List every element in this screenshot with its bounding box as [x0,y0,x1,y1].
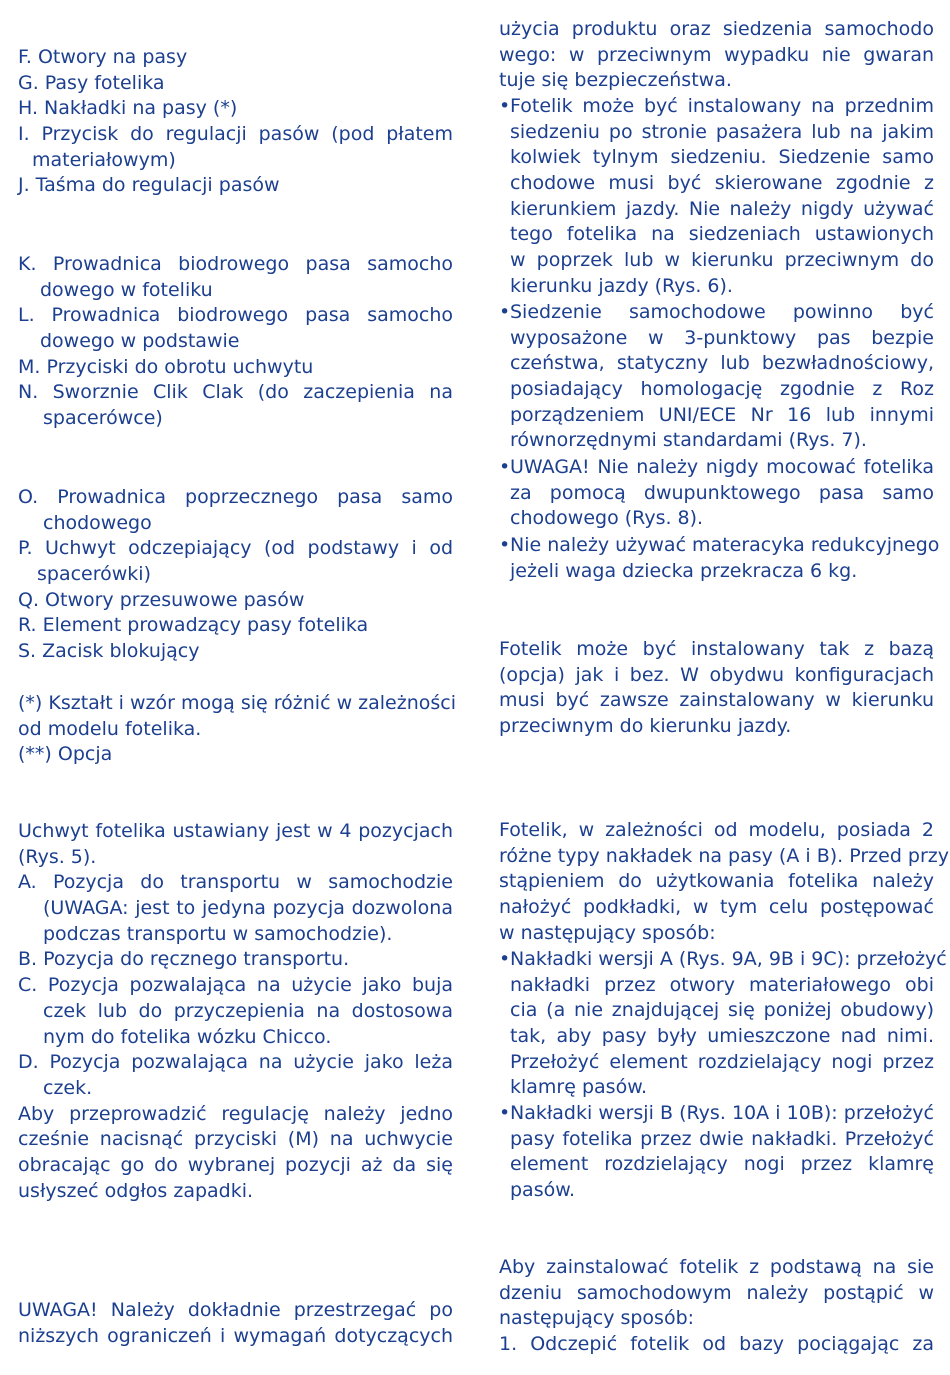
paragraph-line: w następujący sposób: [499,921,716,944]
bullet-line: pasów. [510,1179,576,1202]
bullet-line: element rozdzielający nogi przez klamrę [510,1153,934,1176]
bullet-line: jeżeli waga dziecka przekracza 6 kg. [510,559,858,582]
pads-intro-paragraph [499,818,950,946]
bullet-line: za pomocą dwupunktowego pasa samo [510,481,934,504]
bullet-line: posiadający homologację zgodnie z Roz [510,378,934,401]
warning-section [18,1298,453,1349]
paragraph-line: stąpieniem do użytkowania fotelika należy [499,870,934,893]
paragraph-line: przeciwnym do kierunku jazdy. [499,715,792,738]
list-item: D. Pozycja pozwalająca na użycie jako leża [18,1051,453,1074]
base-installation-paragraph [499,637,934,740]
paragraph-line: (opcja) jak i bez. W obydwu konfiguracjach [499,663,934,686]
bullet-line: pasy fotelika przez dwie nakładki. Przełożyć [510,1127,934,1150]
list-item: R. Element prowadzący pasy fotelika [18,614,369,637]
bullet-icon: • [499,948,511,970]
paragraph-line: Aby przeprowadzić regulację należy jedno [18,1102,453,1125]
list-item: K. Prowadnica biodrowego pasa samocho [18,253,453,275]
footnote-line: (**) Opcja [18,743,113,766]
bullet-line: tego fotelika na siedzeniach ustawionych [510,223,934,246]
bullet-line: kierunku jazdy (Rys. 6). [510,274,733,297]
footnote-line: od modelu fotelika. [18,717,202,740]
list-item: I. Przycisk do regulacji pasów (pod płatem [18,123,453,146]
bullet-line: klamrę pasów. [510,1076,648,1099]
bullet-pads-version-a [499,947,947,1101]
bullet-line: Przełożyć element rozdzielający nogi przez [510,1050,934,1073]
paragraph-line: obracając go do wybranej pozycji aż da się [18,1153,453,1176]
parts-list-f-j [18,45,453,199]
bullet-icon: • [499,456,511,478]
list-item: nym do fotelika wózku Chicco. [43,1025,332,1048]
handle-positions-section [18,819,453,1204]
paragraph-line: Fotelik może być instalowany tak z bazą [499,638,934,660]
bullet-line: cia (a nie znajdującej się poniżej obudowy) [510,999,934,1022]
bullet-seatbelt [499,300,934,454]
list-item: czek. [43,1076,93,1099]
paragraph-line: UWAGA! Należy dokładnie przestrzegać po [18,1299,453,1321]
list-item: F. Otwory na pasy [18,46,188,68]
list-item: P. Uchwyt odczepiający (od podstawy i od [18,537,453,560]
list-item: G. Pasy fotelika [18,71,165,94]
bullet-line: • Fotelik może być instalowany na przednim [499,94,934,120]
paragraph-line: dzeniu samochodowym należy postąpić w [499,1281,934,1304]
list-item: O. Prowadnica poprzecznego pasa samo [18,486,453,508]
list-item: N. Sworznie Clik Clak (do zaczepienia na [18,381,453,404]
continuation-paragraph [499,17,934,94]
list-item: czek lub do przyczepienia na dostosowa [43,999,453,1022]
bullet-line: kolwiek tylnym siedzeniu. Siedzenie samo [510,146,934,169]
list-item: M. Przyciski do obrotu uchwytu [18,355,314,378]
list-item: chodowego [43,511,152,534]
paragraph-line: cześnie nacisnąć przyciski (M) na uchwycie [18,1128,453,1151]
bullet-reducer [499,533,940,584]
bullet-line: czeństwa, statyczny lub bezwładnościowy, [510,352,934,375]
bullet-line: chodowego (Rys. 8). [510,507,704,530]
list-item: (UWAGA: jest to jedyna pozycja dozwolona [43,897,453,920]
bullet-line: • Siedzenie samochodowe powinno być [499,300,934,326]
parts-list-k-n [18,252,453,432]
bullet-line: wyposażone w 3-punktowy pas bezpie [510,326,934,349]
paragraph-line: wego: w przeciwnym wypadku nie gwaran [499,43,934,66]
paragraph-line: tuje się bezpieczeństwa. [499,69,732,92]
bullet-icon: • [499,95,511,117]
list-item: S. Zacisk blokujący [18,640,200,663]
bullet-line: porządzeniem UNI/ECE Nr 16 lub innymi [510,403,934,426]
bullet-line: • Nakładki wersji A (Rys. 9A, 9B i 9C): przełożyć [499,947,934,973]
paragraph-line: (Rys. 5). [18,845,97,868]
bullet-icon: • [499,534,511,556]
list-item: L. Prowadnica biodrowego pasa samocho [18,304,453,327]
bullet-line: w poprzek lub w kierunku przeciwnym do [510,249,934,272]
bullet-icon: • [499,301,511,323]
list-item: C. Pozycja pozwalająca na użycie jako buja [18,974,453,997]
paragraph-line: różne typy nakładek na pasy (A i B). Przed przy [499,844,950,867]
paragraph-line: następujący sposób: [499,1307,695,1330]
paragraph-line: Uchwyt fotelika ustawiany jest w 4 pozycjach [18,820,453,842]
paragraph-line: Fotelik, w zależności od modelu, posiada 2 [499,819,934,841]
list-item: spacerówce) [43,407,163,430]
list-item: H. Nakładki na pasy (*) [18,97,238,120]
list-item: spacerówki) [37,563,151,586]
bullet-line: siedzeniu po stronie pasażera lub na jakim [510,120,934,143]
paragraph-line: nałożyć podkładki, w tym celu postępować [499,896,934,919]
paragraph-line: Aby zainstalować fotelik z podstawą na sie [499,1256,934,1278]
list-item: dowego w podstawie [40,330,240,353]
footnote-line: (*) Kształt i wzór mogą się różnić w zależności [18,692,456,714]
bullet-line: nakładki przez otwory materiałowego obi [510,973,934,996]
bullet-line: • UWAGA! Nie należy nigdy mocować fotelika [499,455,934,481]
bullet-line: chodowe musi być skierowane zgodnie z [510,172,934,195]
bullet-icon: • [499,1102,511,1124]
footnotes [18,691,456,768]
list-item: dowego w foteliku [40,278,213,301]
paragraph-line: musi być zawsze zainstalowany w kierunku [499,689,934,712]
bullet-line: • Nie należy używać materacyka redukcyjnego [499,533,934,559]
parts-list-o-s [18,485,453,665]
base-install-steps [499,1255,934,1358]
paragraph-line: usłyszeć odgłos zapadki. [18,1179,254,1202]
list-item: Q. Otwory przesuwowe pasów [18,588,305,611]
bullet-pads-version-b [499,1101,934,1204]
list-item: materiałowym) [32,148,176,171]
bullet-two-point-warning [499,455,934,532]
paragraph-line: niższych ograniczeń i wymagań dotyczących [18,1324,453,1347]
paragraph-line: użycia produktu oraz siedzenia samochodo [499,18,934,40]
bullet-line: kierunkiem jazdy. Nie należy nigdy używać [510,197,934,220]
bullet-line: • Nakładki wersji B (Rys. 10A i 10B): przełożyć [499,1101,934,1127]
list-item: B. Pozycja do ręcznego transportu. [18,948,350,971]
list-item: podczas transportu w samochodzie). [43,922,393,945]
bullet-line: tak, aby pasy były umieszczone nad nimi. [510,1025,934,1048]
list-item: J. Taśma do regulacji pasów [18,174,280,197]
list-item: A. Pozycja do transportu w samochodzie [18,871,453,894]
bullet-line: równorzędnymi standardami (Rys. 7). [510,429,867,452]
bullet-front-seat [499,94,934,300]
list-item: 1. Odczepić fotelik od bazy pociągając za [499,1333,934,1356]
